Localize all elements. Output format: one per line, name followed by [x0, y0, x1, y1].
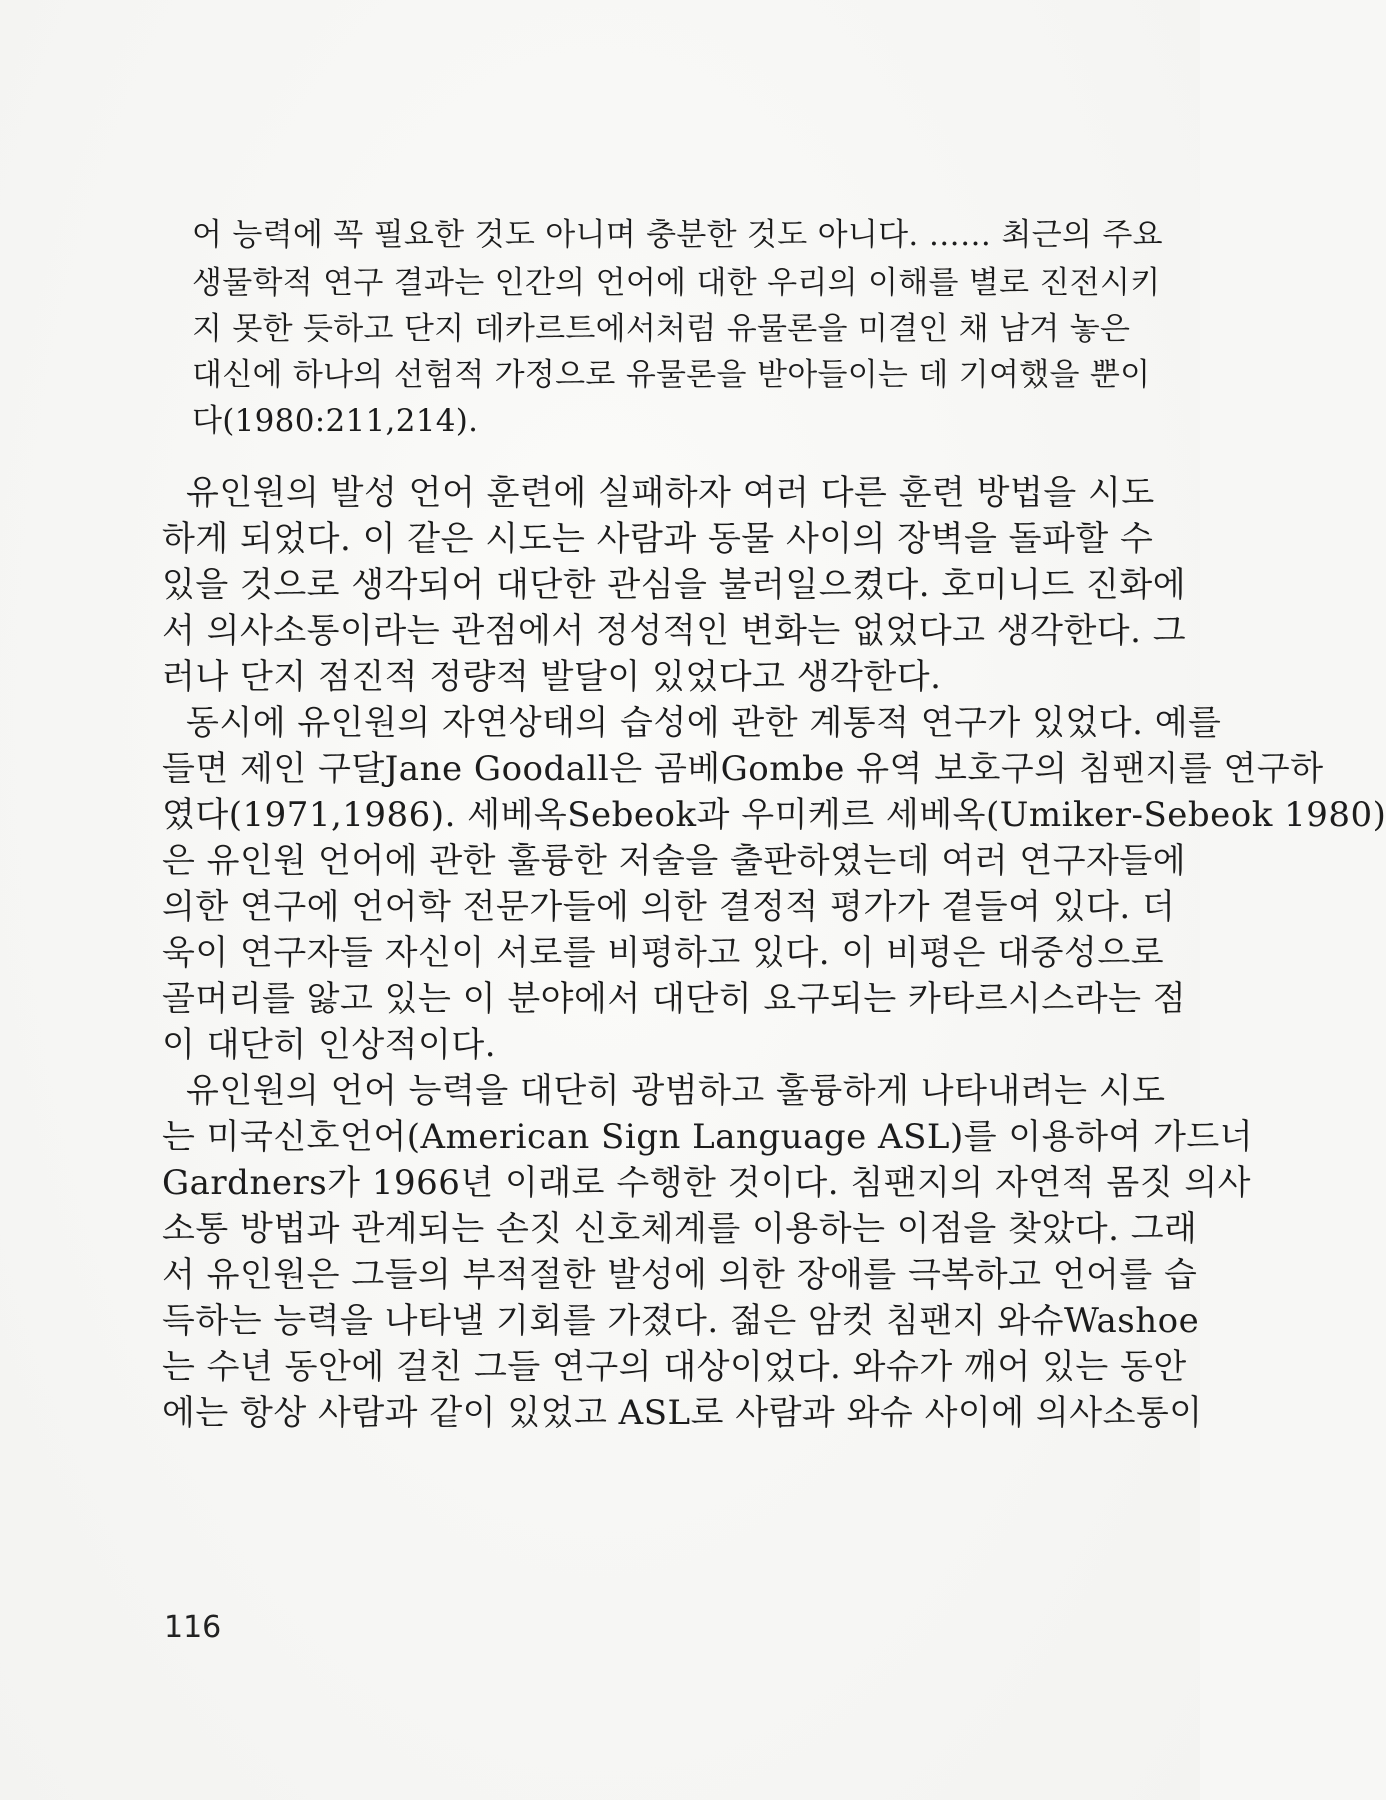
body-line: 골머리를 앓고 있는 이 분야에서 대단히 요구되는 카타르시스라는 점 [162, 979, 1187, 1019]
body-line: 득하는 능력을 나타낼 기회를 가졌다. 젊은 암컷 침팬지 와슈Washoe [162, 1301, 1200, 1341]
body-line: 러나 단지 점진적 정량적 발달이 있었다고 생각한다. [162, 657, 942, 697]
body-line: 욱이 연구자들 자신이 서로를 비평하고 있다. 이 비평은 대중성으로 [162, 933, 1165, 973]
body-line: 의한 연구에 언어학 전문가들에 의한 결정적 평가가 곁들여 있다. 더 [162, 887, 1176, 927]
body-line: 서 의사소통이라는 관점에서 정성적인 변화는 없었다고 생각한다. 그 [162, 611, 1187, 651]
body-line: 서 유인원은 그들의 부적절한 발성에 의한 장애를 극복하고 언어를 습 [162, 1255, 1198, 1295]
body-line: 소통 방법과 관계되는 손짓 신호체계를 이용하는 이점을 찾았다. 그래 [162, 1209, 1198, 1249]
body-line: 들면 제인 구달Jane Goodall은 곰베Gombe 유역 보호구의 침팬지를 연구하 [162, 749, 1324, 789]
quote-line: 다(1980:211,214). [192, 403, 479, 439]
body-line: 있을 것으로 생각되어 대단한 관심을 불러일으켰다. 호미니드 진화에 [162, 565, 1187, 605]
quote-line: 어 능력에 꼭 필요한 것도 아니며 충분한 것도 아니다. …… 최근의 주요 [192, 217, 1163, 253]
body-line: 였다(1971,1986). 세베옥Sebeok과 우미케르 세베옥(Umiker-Sebeok 1980) [162, 795, 1386, 835]
body-line: 이 대단히 인상적이다. [162, 1025, 497, 1065]
body-line: Gardners가 1966년 이래로 수행한 것이다. 침팬지의 자연적 몸짓 의사 [162, 1163, 1252, 1203]
body-line: 는 수년 동안에 걸친 그들 연구의 대상이었다. 와슈가 깨어 있는 동안 [162, 1347, 1187, 1387]
body-line: 동시에 유인원의 자연상태의 습성에 관한 계통적 연구가 있었다. 예를 [186, 703, 1222, 743]
body-line: 은 유인원 언어에 관한 훌륭한 저술을 출판하였는데 여러 연구자들에 [162, 841, 1187, 881]
body-line: 에는 항상 사람과 같이 있었고 ASL로 사람과 와슈 사이에 의사소통이 [162, 1393, 1203, 1433]
body-line: 유인원의 발성 언어 훈련에 실패하자 여러 다른 훈련 방법을 시도 [186, 473, 1155, 513]
quote-line: 생물학적 연구 결과는 인간의 언어에 대한 우리의 이해를 별로 진전시키 [192, 265, 1161, 301]
body-line: 하게 되었다. 이 같은 시도는 사람과 동물 사이의 장벽을 돌파할 수 [162, 519, 1154, 559]
body-line: 는 미국신호언어(American Sign Language ASL)를 이용하여 가드너 [162, 1117, 1254, 1157]
page-number: 116 [164, 1610, 222, 1645]
quote-line: 대신에 하나의 선험적 가정으로 유물론을 받아들이는 데 기여했을 뿐이 [192, 357, 1151, 393]
quote-line: 지 못한 듯하고 단지 데카르트에서처럼 유물론을 미결인 채 남겨 놓은 [192, 311, 1131, 347]
body-line: 유인원의 언어 능력을 대단히 광범하고 훌륭하게 나타내려는 시도 [186, 1071, 1166, 1111]
